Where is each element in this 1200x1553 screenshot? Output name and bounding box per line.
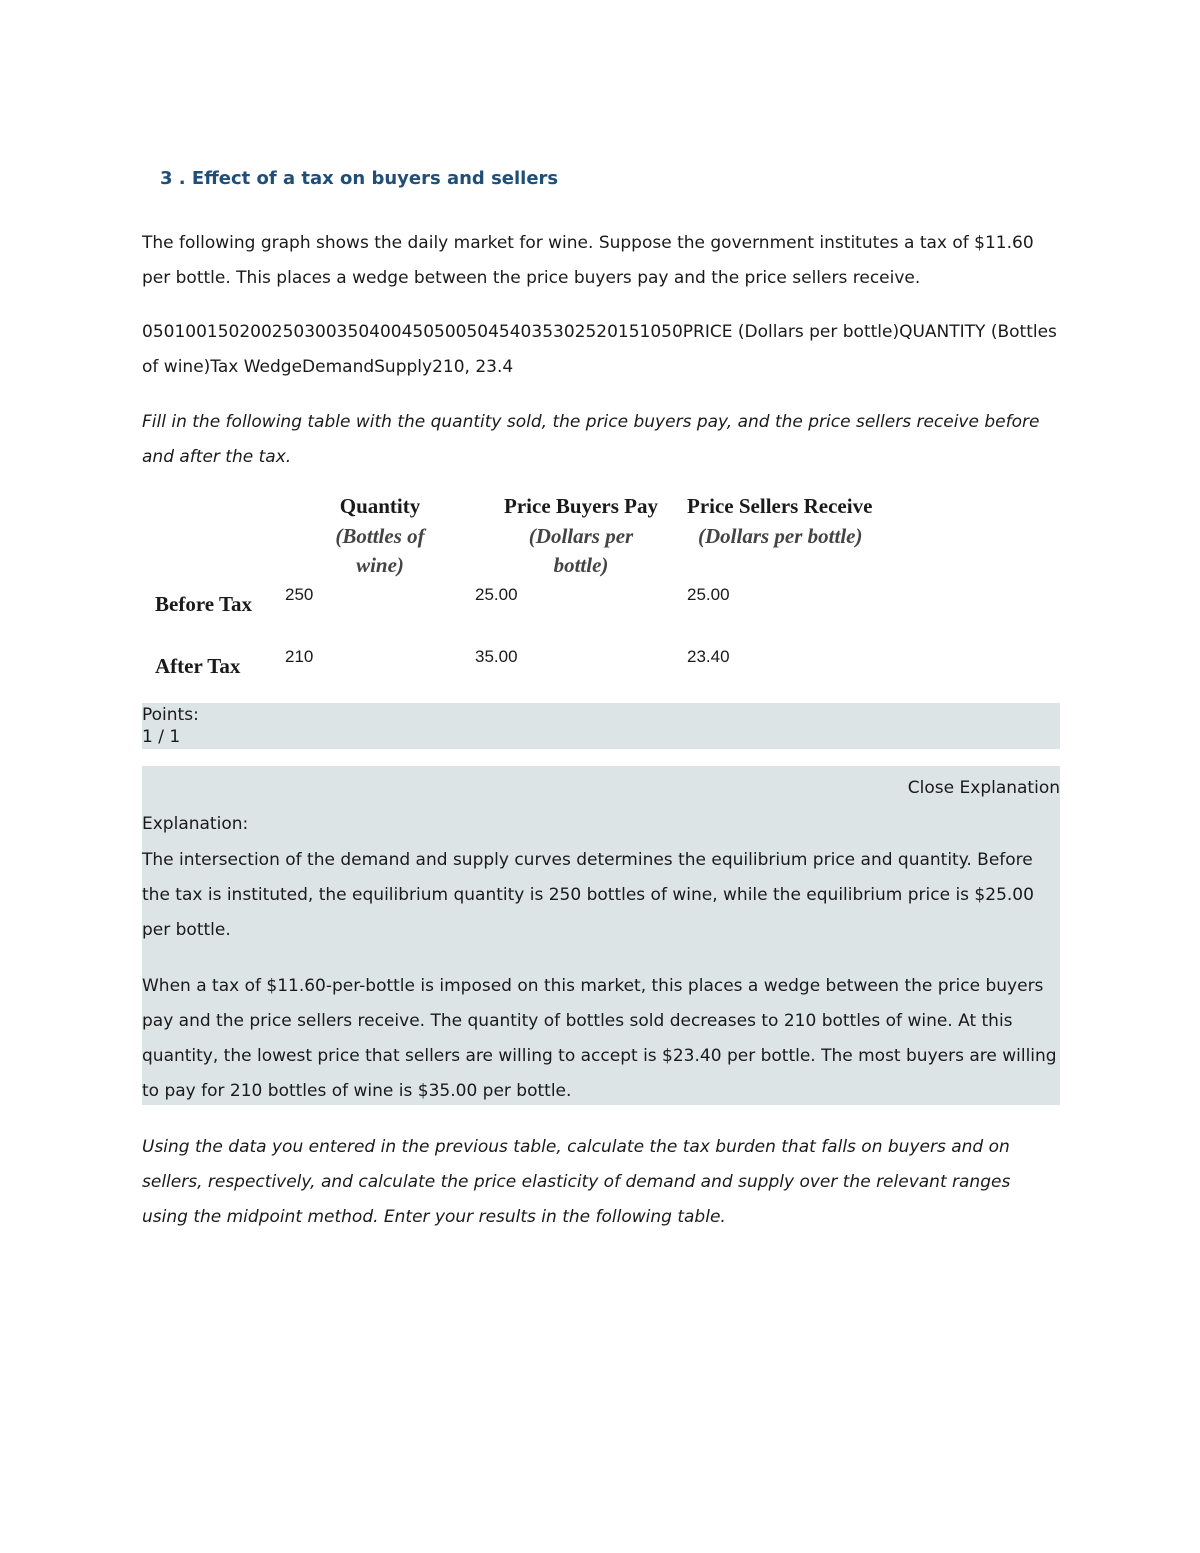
points-value: 1 / 1 [142, 727, 181, 747]
explanation-label: Explanation: [142, 814, 249, 834]
sellers-price-header-unit: (Dollars per bottle) [698, 524, 863, 548]
table-row [142, 580, 917, 642]
table-instruction: Fill in the following table with the quantity sold, the price buyers pay, and the price sellers receive before and after the tax. [142, 412, 1040, 467]
quantity-header-title: Quantity [339, 494, 421, 518]
buyers-price-header [475, 490, 687, 580]
after-tax-sellers-price[interactable]: 23.40 [687, 647, 730, 666]
row-label-before-tax: Before Tax [155, 592, 253, 616]
explanation-panel [142, 766, 1060, 1105]
after-tax-quantity[interactable]: 210 [285, 647, 314, 666]
intro-paragraph: The following graph shows the daily market for wine. Suppose the government institutes a tax of $11.60 per bottle. This places a wedge between the price buyers pay and the price sellers receive. [142, 233, 1034, 288]
sellers-price-header [687, 490, 917, 580]
explanation-paragraph-1: The intersection of the demand and supply curves determines the equilibrium price and quantity. Before the tax is instituted, the equilibrium quantity is 250 bottles of wine, while the equilibrium price is $25.00 per bottle. [142, 850, 1034, 940]
after-tax-buyers-price[interactable]: 35.00 [475, 647, 518, 666]
points-label: Points: [142, 705, 199, 725]
empty-header-cell [142, 490, 285, 580]
question-heading: 3 . Effect of a tax on buyers and sellers [160, 168, 559, 189]
table-row [142, 642, 917, 704]
answer-table [142, 490, 917, 704]
row-label-after-tax: After Tax [155, 654, 241, 678]
points-bar [142, 703, 1060, 749]
sellers-price-header-title: Price Sellers Receive [687, 494, 873, 518]
before-tax-quantity[interactable]: 250 [285, 585, 314, 604]
buyers-price-header-title: Price Buyers Pay [504, 494, 658, 518]
explanation-paragraph-2: When a tax of $11.60-per-bottle is imposed on this market, this places a wedge between the price buyers pay and the price sellers receive. The quantity of bottles sold decreases to 210 bottles of wine. At this quantity, the lowest price that sellers are willing to accept is $23.40 per bottle. The most buyers are willing to pay for 210 bottles of wine is $35.00 per bottle. [142, 976, 1057, 1101]
buyers-price-header-unit: (Dollars per bottle) [528, 524, 634, 577]
table-header-row [142, 490, 917, 580]
quantity-header-unit: (Bottles of wine) [335, 524, 425, 577]
final-instruction: Using the data you entered in the previous table, calculate the tax burden that falls on buyers and on sellers, respectively, and calculate the price elasticity of demand and supply over the relevant ranges using the midpoint method. Enter your results in the following table. [142, 1137, 1011, 1227]
before-tax-sellers-price[interactable]: 25.00 [687, 585, 730, 604]
quantity-header [285, 490, 475, 580]
graph-alt-text: 05010015020025030035040045050050454035302520151050PRICE (Dollars per bottle)QUANTITY (Bottles of wine)Tax WedgeDemandSupply210, 23.4 [142, 322, 1057, 377]
close-explanation-button[interactable]: Close Explanation [907, 778, 1060, 798]
before-tax-buyers-price[interactable]: 25.00 [475, 585, 518, 604]
